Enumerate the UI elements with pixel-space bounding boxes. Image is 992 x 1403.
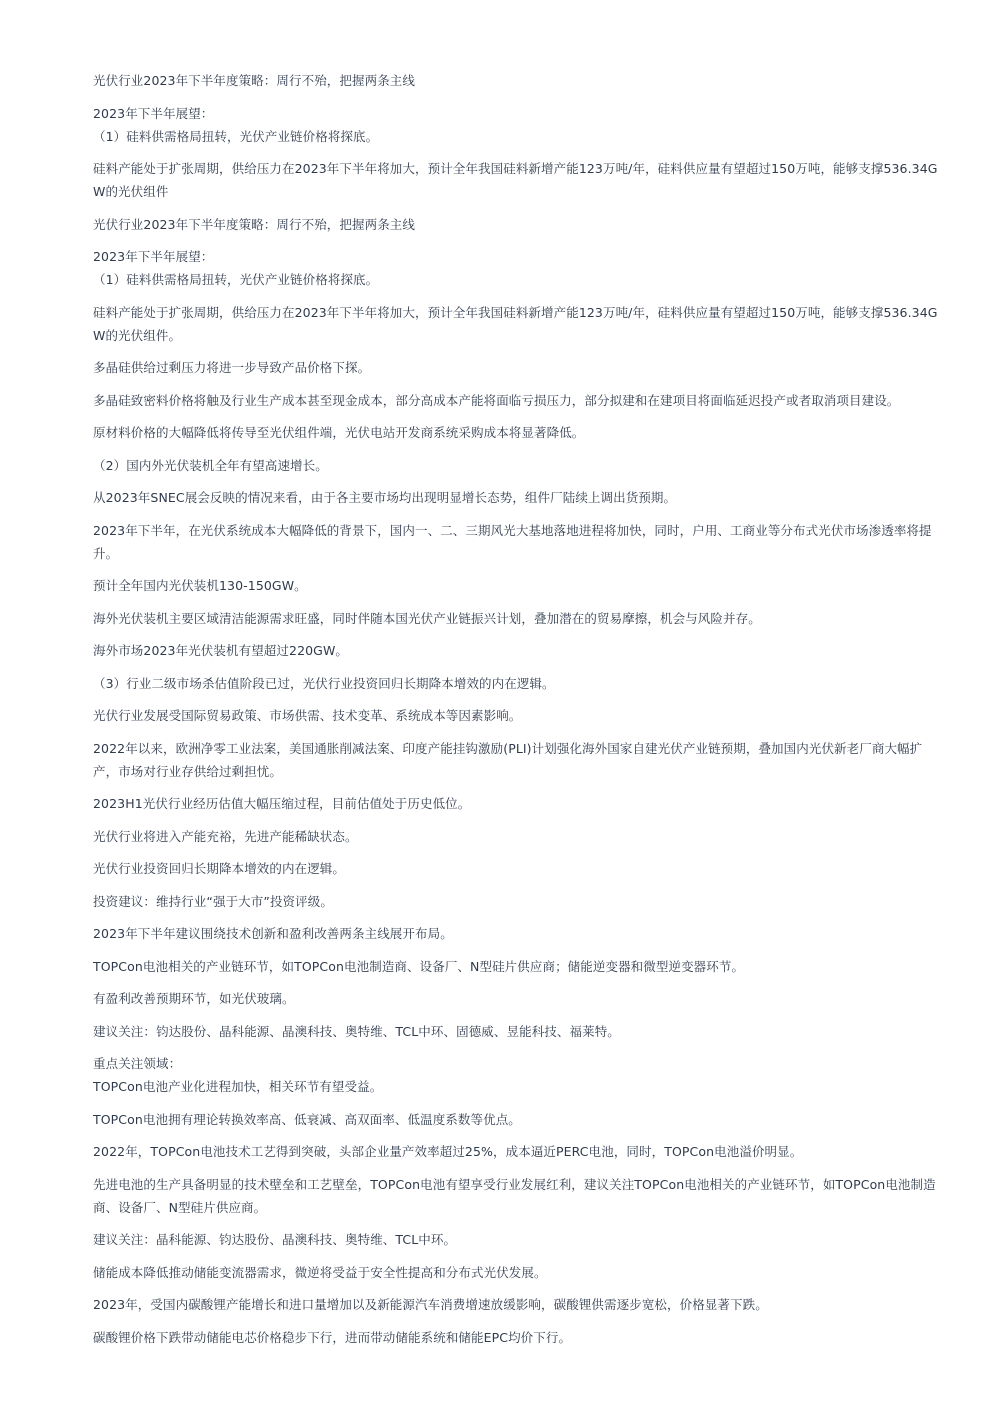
paragraph: 海外光伏装机主要区域清洁能源需求旺盛，同时伴随本国光伏产业链振兴计划，叠加潜在的贸易摩擦，机会与风险并存。 [93, 610, 761, 626]
paragraph: 多晶硅致密料价格将触及行业生产成本甚至现金成本，部分高成本产能将面临亏损压力，部分拟建和在建项目将面临延迟投产或者取消项目建设。 [93, 392, 900, 408]
paragraph: 储能成本降低推动储能变流器需求，微逆将受益于安全性提高和分布式光伏发展。 [93, 1264, 547, 1280]
paragraph: 建议关注：晶科能源、钧达股份、晶澳科技、奥特维、TCL中环。 [93, 1232, 457, 1247]
paragraph: 先进电池的生产具备明显的技术壁垒和工艺壁垒，TOPCon电池有望享受行业发展红利，建议关注TOPCon电池相关的产业链环节，如TOPCon电池制造商、设备厂、N型硅片供应商。 [93, 1176, 936, 1215]
paragraph: 有盈利改善预期环节，如光伏玻璃。 [93, 991, 295, 1006]
paragraph: 重点关注领域： [93, 1056, 182, 1071]
paragraph: 投资建议：维持行业“强于大市”投资评级。 [93, 893, 333, 909]
paragraph: 2023年下半年，在光伏系统成本大幅降低的背景下，国内一、二、三期风光大基地落地进程将加快，同时，户用、工商业等分布式光伏市场渗透率将提升。 [93, 522, 932, 561]
paragraph: （2）国内外光伏装机全年有望高速增长。 [93, 457, 328, 473]
paragraph: 2022年，TOPCon电池技术工艺得到突破，头部企业量产效率超过25%，成本逼近PERC电池，同时，TOPCon电池溢价明显。 [93, 1144, 803, 1159]
paragraph: 硅料产能处于扩张周期，供给压力在2023年下半年将加大，预计全年我国硅料新增产能123万吨/年，硅料供应量有望超过150万吨，能够支撑536.34GW的光伏组件。 [93, 304, 938, 343]
paragraph: （1）硅料供需格局扭转，光伏产业链价格将探底。 [93, 128, 379, 144]
paragraph: 建议关注：钧达股份、晶科能源、晶澳科技、奥特维、TCL中环、固德威、昱能科技、福莱特。 [93, 1023, 620, 1039]
paragraph: 2023年下半年建议围绕技术创新和盈利改善两条主线展开布局。 [93, 926, 453, 941]
paragraph: （1）硅料供需格局扭转，光伏产业链价格将探底。 [93, 272, 379, 287]
paragraph: 从2023年SNEC展会反映的情况来看，由于各主要市场均出现明显增长态势，组件厂陆续上调出货预期。 [93, 490, 677, 505]
paragraph: 海外市场2023年光伏装机有望超过220GW。 [93, 643, 349, 658]
paragraph: TOPCon电池产业化进程加快，相关环节有望受益。 [93, 1079, 383, 1094]
paragraph: （3）行业二级市场杀估值阶段已过，光伏行业投资回归长期降本增效的内在逻辑。 [93, 675, 555, 691]
document-body [93, 69, 945, 1358]
paragraph: 2023H1光伏行业经历估值大幅压缩过程，目前估值处于历史低位。 [93, 796, 471, 811]
paragraph: 碳酸锂价格下跌带动储能电芯价格稳步下行，进而带动储能系统和储能EPC均价下行。 [93, 1329, 572, 1345]
paragraph: 光伏行业2023年下半年度策略：周行不殆，把握两条主线 [93, 73, 416, 88]
paragraph: 光伏行业2023年下半年度策略：周行不殆，把握两条主线 [93, 216, 416, 232]
paragraph: 原材料价格的大幅降低将传导至光伏组件端，光伏电站开发商系统采购成本将显著降低。 [93, 425, 585, 440]
paragraph: 2023年，受国内碳酸锂产能增长和进口量增加以及新能源汽车消费增速放缓影响，碳酸锂供需逐步宽松，价格显著下跌。 [93, 1297, 768, 1312]
paragraph: 硅料产能处于扩张周期，供给压力在2023年下半年将加大，预计全年我国硅料新增产能123万吨/年，硅料供应量有望超过150万吨，能够支撑536.34GW的光伏组件 [93, 161, 938, 199]
paragraph: 2022年以来，欧洲净零工业法案，美国通胀削减法案、印度产能挂钩激励(PLI)计划强化海外国家自建光伏产业链预期，叠加国内光伏新老厂商大幅扩产，市场对行业存供给过剩担忧。 [93, 740, 923, 779]
paragraph: 多晶硅供给过剩压力将进一步导致产品价格下探。 [93, 360, 371, 375]
paragraph: 光伏行业将进入产能充裕，先进产能稀缺状态。 [93, 828, 358, 844]
paragraph: TOPCon电池相关的产业链环节，如TOPCon电池制造商、设备厂、N型硅片供应商；储能逆变器和微型逆变器环节。 [93, 958, 745, 974]
paragraph: 预计全年国内光伏装机130-150GW。 [93, 578, 307, 593]
paragraph: 光伏行业投资回归长期降本增效的内在逻辑。 [93, 861, 346, 876]
paragraph: TOPCon电池拥有理论转换效率高、低衰减、高双面率、低温度系数等优点。 [93, 1111, 521, 1127]
paragraph: 光伏行业发展受国际贸易政策、市场供需、技术变革、系统成本等因素影响。 [93, 708, 522, 723]
paragraph: 2023年下半年展望： [93, 105, 214, 121]
paragraph: 2023年下半年展望： [93, 249, 214, 264]
